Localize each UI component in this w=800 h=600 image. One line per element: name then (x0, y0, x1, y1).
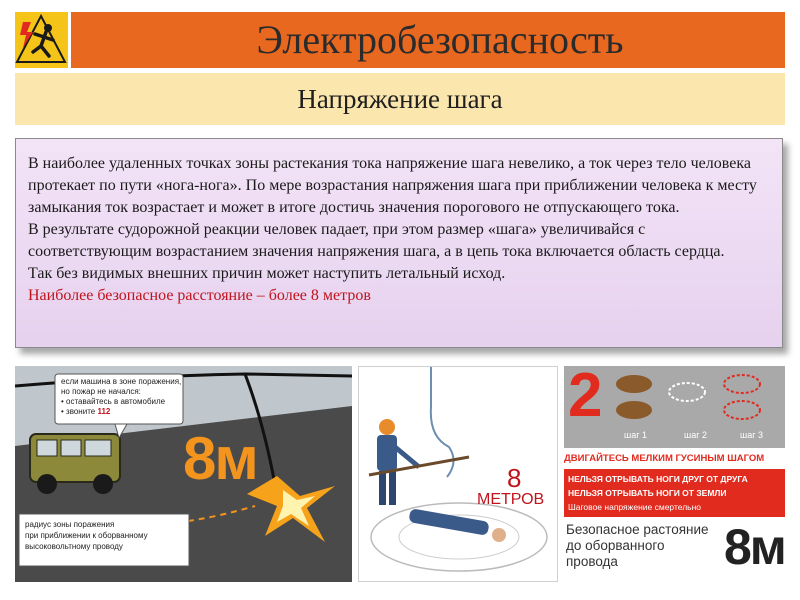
safe-line-3: провода (566, 554, 618, 569)
victim-illustration (358, 366, 558, 582)
paragraph-2: В результате судорожной реакции человек падает, при этом размер «шага» увеличивайся с соответствующим возрастанием значения напряжения шага, а в цепь тока включается область сердца. (28, 221, 725, 260)
footprints-icon (612, 370, 782, 430)
sign-big-distance: 8м (724, 519, 785, 575)
sign-banner-3: Шаговое напряжение смертельно (568, 502, 702, 512)
man-distance-number: 8 (507, 463, 522, 493)
section-title: Напряжение шага (297, 84, 503, 114)
fallen-person-icon (408, 508, 506, 542)
description-box (15, 138, 783, 348)
sign-banner-2a: НЕЛЬЗЯ ОТРЫВАТЬ НОГИ ДРУГ ОТ ДРУГА (568, 474, 748, 484)
safe-line-1: Безопасное растояние (566, 522, 709, 537)
title-bar (15, 12, 785, 68)
paragraph-1: В наиболее удаленных точках зоны растекания тока напряжение шага невелико, а ток через тело человека протекает по пути «нога-нога». По мере возрастания напряжения шага при приближении человека к месту замыкания ток возрастает и может в итоге достичь значения порогового не отпускающего тока. (28, 155, 757, 216)
paragraph-3: Так без видимых внешних причин может наступить летальный исход. (28, 265, 506, 282)
subtitle-bar (15, 73, 785, 125)
warning-sign (564, 366, 785, 582)
sign-banner-1: ДВИГАЙТЕСЬ МЕЛКИМ ГУСИНЫМ ШАГОМ (564, 450, 785, 468)
step-3-label: шаг 3 (740, 430, 764, 440)
electric-shock-icon (15, 12, 71, 68)
car-bubble-line-4: • звоните (61, 407, 96, 416)
page-title: Электробезопасность (256, 17, 624, 62)
step-1-label: шаг 1 (624, 430, 648, 440)
car-distance-label: 8м (183, 425, 257, 492)
car-bubble-line-3: • оставайтесь в автомобиле (61, 397, 166, 406)
car-note-line-1: радиус зоны поражения (25, 520, 115, 529)
car-note-line-2: при приближении к оборванному (25, 531, 148, 540)
sign-number: 2 (568, 366, 603, 430)
step-2-label: шаг 2 (684, 430, 708, 440)
safe-line-2: до оборванного (566, 538, 665, 553)
car-note-line-3: высоковольтному проводу (25, 542, 123, 551)
car-illustration (15, 366, 352, 582)
sign-banner-2b: НЕЛЬЗЯ ОТРЫВАТЬ НОГИ ОТ ЗЕМЛИ (568, 488, 727, 498)
car-bubble-line-2: но пожар не начался: (61, 387, 141, 396)
worker-icon (377, 419, 419, 505)
emergency-phone: 112 (97, 407, 111, 416)
man-distance-unit: МЕТРОВ (477, 491, 545, 508)
safe-distance-note: Наиболее безопасное расстояние – более 8 метров (28, 287, 371, 304)
car-bubble-line-1: если машина в зоне поражения, (61, 377, 182, 386)
